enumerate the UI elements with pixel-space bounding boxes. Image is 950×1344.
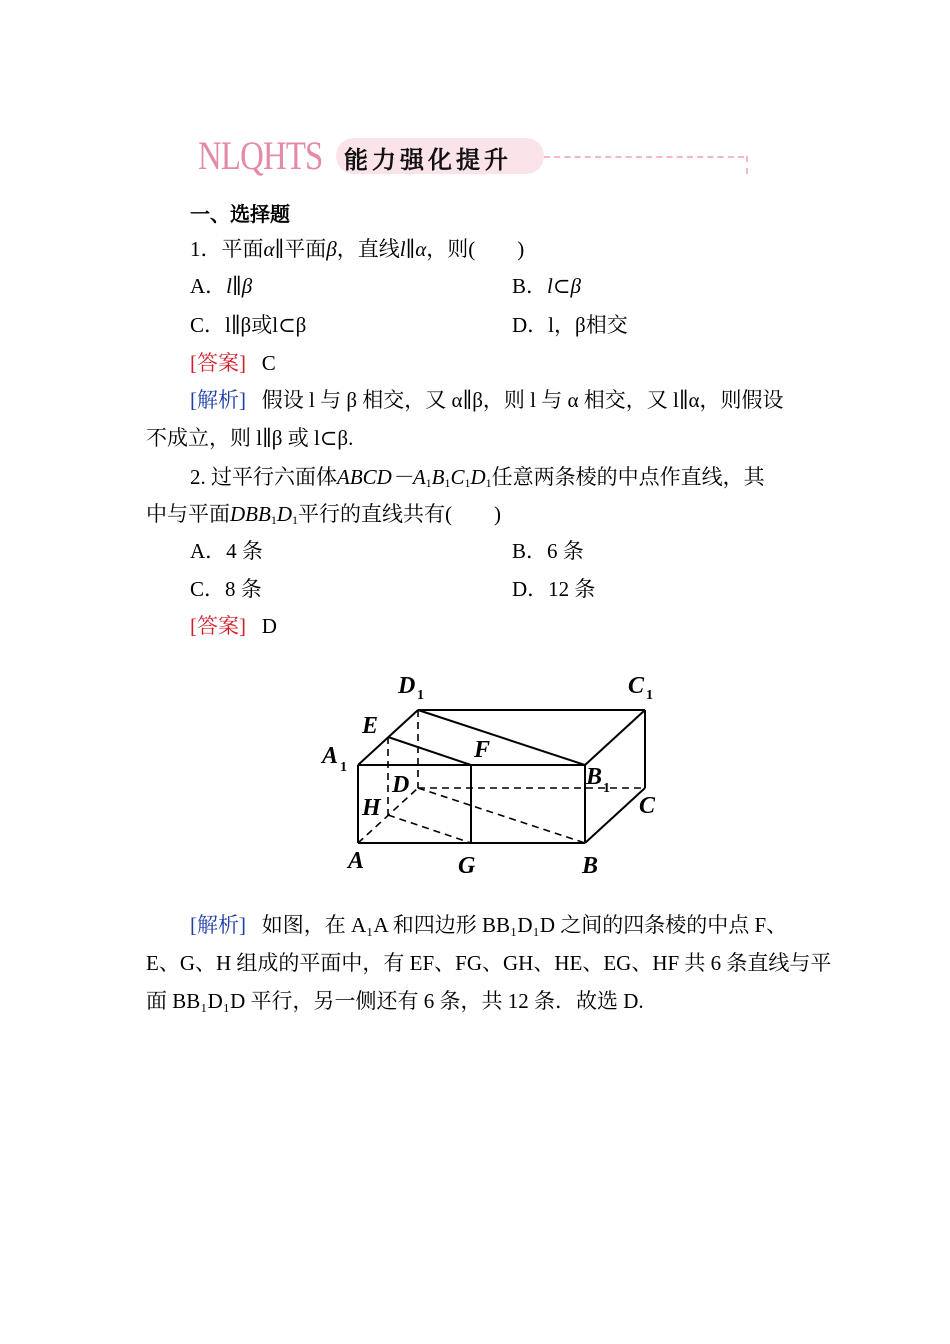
- svg-text:1: 1: [340, 760, 347, 775]
- label-f: F: [474, 737, 491, 763]
- q2-analysis-line2: E、G、H 组成的平面中，有 EF、FG、GH、HE、EG、HF 共 6 条直线与平: [146, 951, 832, 975]
- segment-e-f: [388, 737, 471, 765]
- svg-text:1: 1: [603, 781, 610, 796]
- q1-answer: [答案] C: [190, 351, 276, 375]
- svg-text:1: 1: [646, 688, 653, 703]
- q2-option-c: C．8 条: [190, 577, 262, 601]
- answer-tag: [答案]: [190, 614, 246, 638]
- label-c: C: [639, 793, 656, 819]
- q2-option-b: B．6 条: [512, 539, 584, 563]
- label-a: A: [348, 848, 365, 874]
- q2-analysis-line1: [解析] 如图，在 A₁A 和四边形 BB₁D₁D 之间的四条棱的中点 F、: [190, 913, 788, 937]
- q1-option-c: C．l∥β或l⊂β: [190, 313, 307, 337]
- edge-d1-b1: [418, 710, 585, 765]
- label-e: E: [362, 713, 379, 739]
- section-banner: [198, 126, 750, 186]
- label-c1: C: [628, 673, 645, 699]
- edge-b-c: [585, 788, 645, 843]
- q1-analysis-line2: 不成立，则 l∥β 或 l⊂β.: [146, 426, 354, 450]
- label-b1: B: [586, 764, 603, 790]
- banner-code: NLQHTS: [198, 133, 323, 178]
- q2-option-d: D．12 条: [512, 577, 596, 601]
- svg-text:1: 1: [417, 688, 424, 703]
- edge-d-b: [418, 788, 585, 843]
- edge-b1-c1: [585, 710, 645, 765]
- section-heading: 一、选择题: [190, 202, 290, 226]
- q2-analysis-line3: 面 BB₁D₁D 平行，另一侧还有 6 条，共 12 条．故选 D.: [146, 989, 644, 1013]
- segment-h-g: [388, 815, 471, 843]
- q1-option-b: B．l⊂β: [512, 274, 581, 298]
- banner-dashed-line: [544, 156, 744, 158]
- banner-dashed-tick: [738, 156, 748, 174]
- banner-title: 能力强化提升: [344, 146, 512, 174]
- q1-option-d: D．l，β相交: [512, 313, 628, 337]
- q2-stem-line2: 中与平面$DBB_1D_1$平行的直线共有( ): [146, 502, 501, 527]
- label-d1: D: [398, 673, 416, 699]
- analysis-tag: [解析]: [190, 913, 246, 937]
- parallelepiped-figure: [300, 665, 680, 885]
- label-a1: A: [322, 743, 339, 769]
- analysis-tag: [解析]: [190, 388, 246, 412]
- answer-tag: [答案]: [190, 351, 246, 375]
- q2-answer: [答案] D: [190, 614, 277, 638]
- q2-stem-line1: 2. 过平行六面体$ABCD-A_1B_1C_1D_1$任意两条棱的中点作直线，其: [190, 465, 765, 490]
- label-d: D: [392, 772, 410, 798]
- q1-option-a: A．l∥β: [190, 274, 253, 298]
- label-b: B: [582, 853, 599, 879]
- label-h: H: [362, 795, 381, 821]
- q1-stem: 1．平面α∥平面β，直线l∥α，则( ): [190, 237, 525, 261]
- q1-analysis-line1: [解析] 假设 l 与 β 相交，又 α∥β，则 l 与 α 相交，又 l∥α，则假设: [190, 388, 784, 412]
- label-g: G: [458, 853, 476, 879]
- q2-option-a: A．4 条: [190, 539, 263, 563]
